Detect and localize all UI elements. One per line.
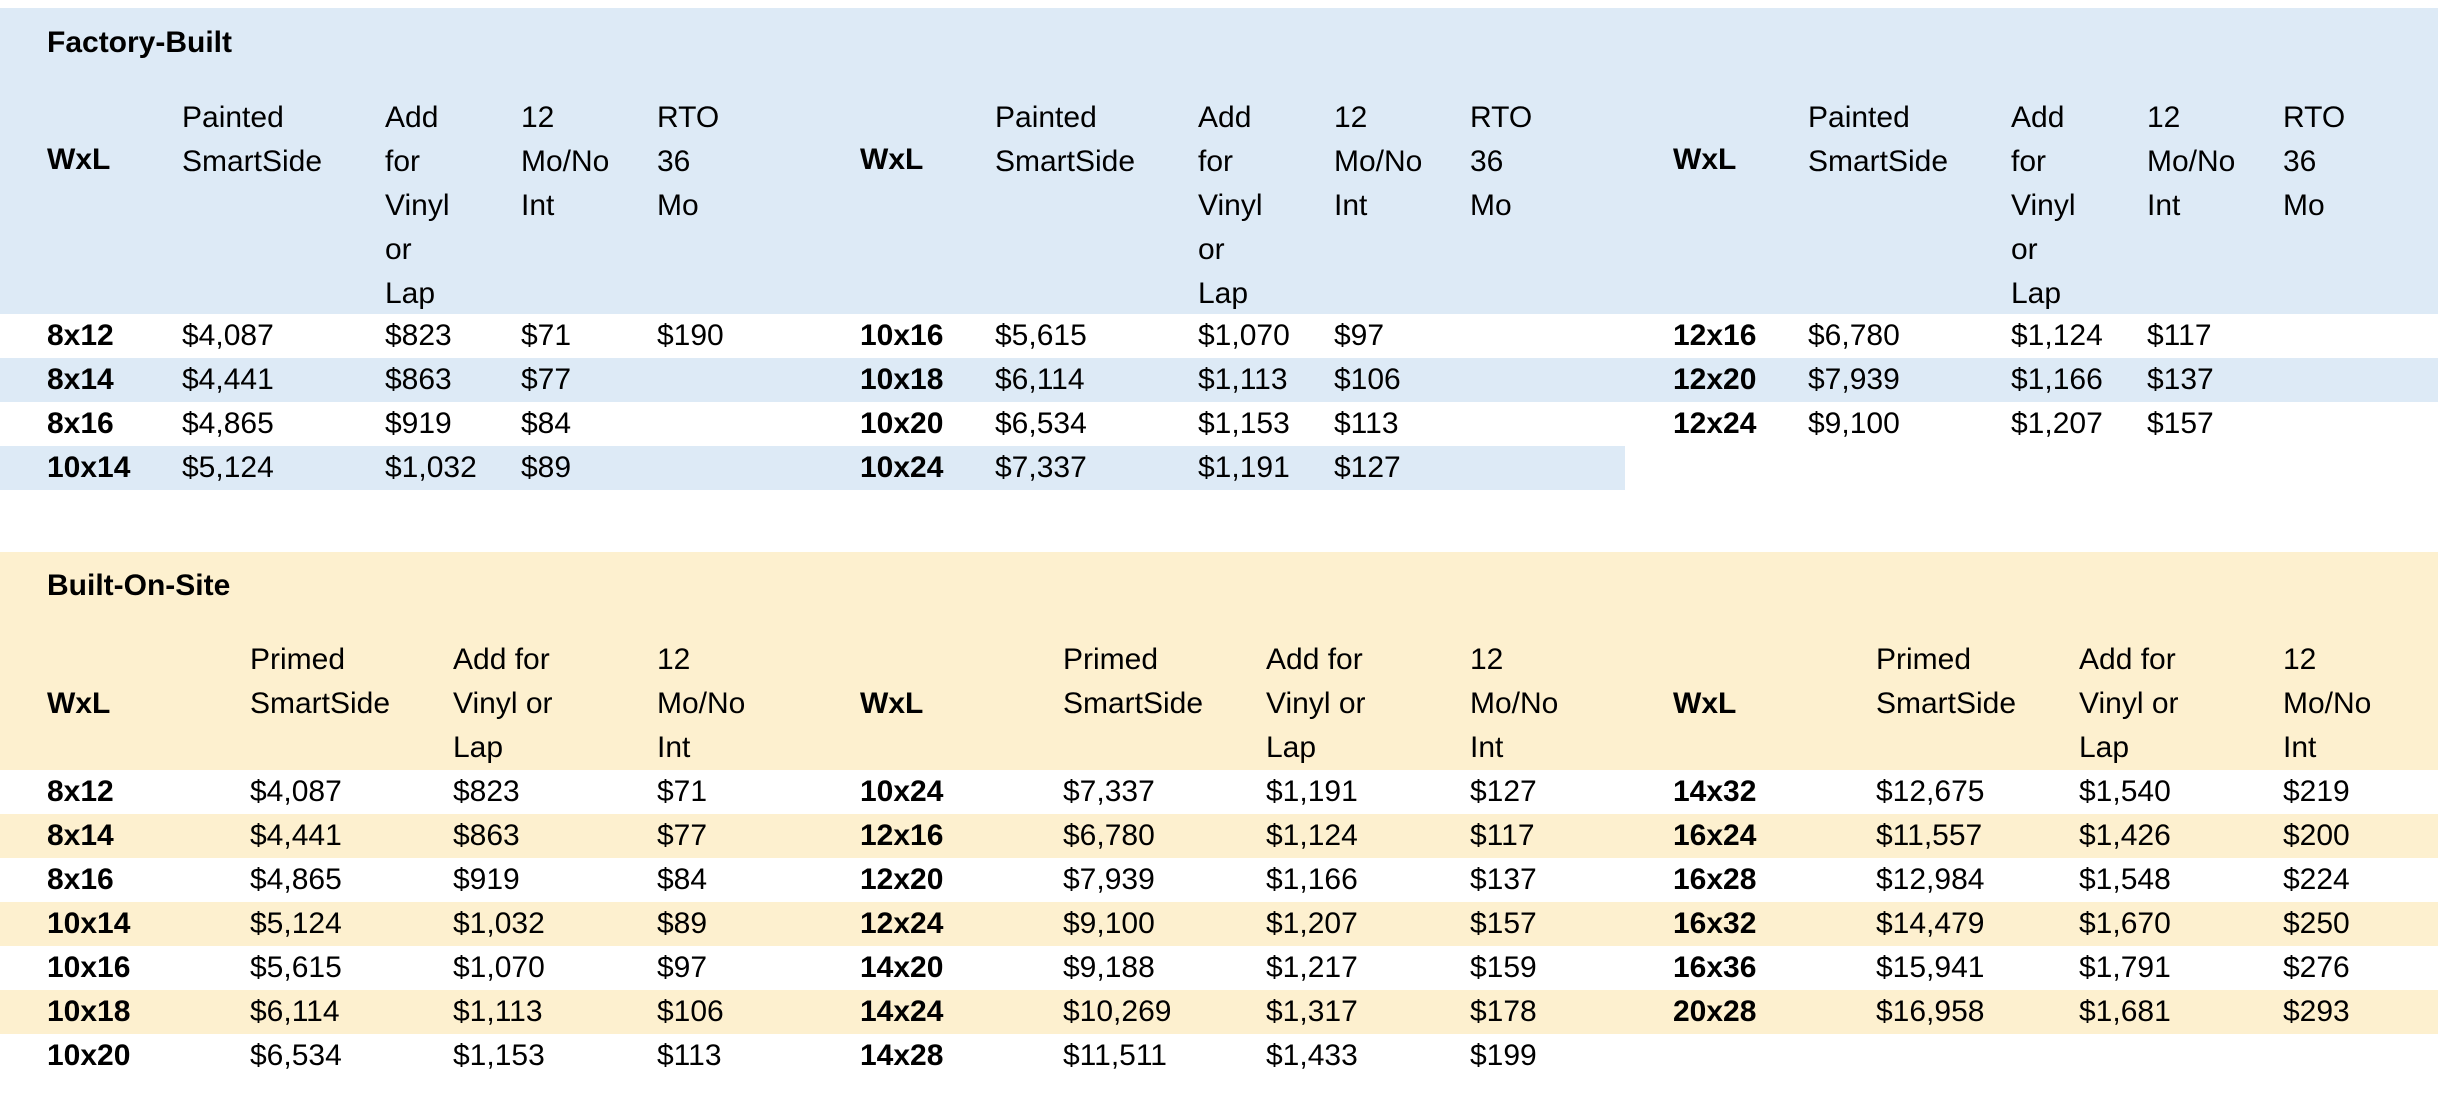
site-row-band [0,902,2438,946]
price-cell: $199 [1470,1039,1537,1072]
size-label: 14x28 [860,1039,944,1072]
site-header-mo12: 12 Mo/No Int [2283,643,2372,764]
price-cell: $1,032 [385,451,477,484]
site-header-primed: Primed SmartSide [250,643,391,720]
price-cell: $11,557 [1876,819,1983,852]
factory-header-wxl: WxL [1673,143,1737,176]
price-cell: $113 [1334,407,1399,440]
price-cell: $1,166 [1266,863,1358,896]
factory-header-rto: RTO 36 Mo [1470,101,1533,222]
size-label: 10x16 [47,951,131,984]
price-cell: $6,114 [995,363,1085,396]
price-cell: $4,087 [182,319,274,352]
price-cell: $1,113 [1198,363,1288,396]
price-cell: $12,984 [1876,863,1985,896]
price-cell: $919 [453,863,520,896]
price-cell: $1,433 [1266,1039,1358,1072]
site-row-band [0,814,2438,858]
price-cell: $12,675 [1876,775,1985,808]
price-cell: $190 [657,319,724,352]
size-label: 8x14 [47,819,114,852]
price-cell: $9,100 [1063,907,1155,940]
price-cell: $1,113 [453,995,543,1028]
price-cell: $4,865 [250,863,342,896]
site-header-primed: Primed SmartSide [1063,643,1204,720]
site-header-primed: Primed SmartSide [1876,643,2017,720]
price-cell: $250 [2283,907,2350,940]
site-header-add: Add for Vinyl or Lap [1266,643,1366,764]
factory-header-painted: Painted SmartSide [995,101,1136,178]
site-header-wxl: WxL [47,687,111,720]
price-cell: $84 [657,863,708,896]
price-cell: $1,207 [1266,907,1358,940]
price-cell: $1,124 [2011,319,2103,352]
price-cell: $137 [2147,363,2214,396]
site-header-wxl: WxL [1673,687,1737,720]
size-label: 10x24 [860,775,944,808]
size-label: 8x16 [47,407,114,440]
price-cell: $137 [1470,863,1537,896]
size-label: 10x14 [47,907,131,940]
size-label: 12x24 [1673,407,1757,440]
factory-header-rto: RTO 36 Mo [2283,101,2346,222]
price-cell: $1,207 [2011,407,2103,440]
factory-section-title: Factory-Built [47,26,233,59]
factory-header-mo12: 12 Mo/No Int [521,101,610,222]
price-cell: $6,780 [1808,319,1900,352]
size-label: 10x20 [47,1039,131,1072]
size-label: 8x16 [47,863,114,896]
price-cell: $7,337 [995,451,1087,484]
price-cell: $106 [657,995,724,1028]
size-label: 12x24 [860,907,944,940]
price-cell: $11,511 [1063,1039,1167,1072]
price-cell: $1,317 [1266,995,1358,1028]
price-cell: $1,070 [453,951,545,984]
price-cell: $1,670 [2079,907,2171,940]
factory-header-rto: RTO 36 Mo [657,101,720,222]
price-cell: $200 [2283,819,2350,852]
price-cell: $97 [657,951,708,984]
price-cell: $1,191 [1266,775,1358,808]
price-cell: $1,540 [2079,775,2171,808]
factory-header-wxl: WxL [860,143,924,176]
price-cell: $6,534 [250,1039,342,1072]
factory-header-mo12: 12 Mo/No Int [1334,101,1423,222]
size-label: 12x20 [860,863,944,896]
size-label: 8x14 [47,363,114,396]
size-label: 10x24 [860,451,944,484]
price-cell: $77 [521,363,572,396]
site-section-title: Built-On-Site [47,569,231,602]
factory-header-add: Add for Vinyl or Lap [1198,101,1263,310]
site-header-mo12: 12 Mo/No Int [1470,643,1559,764]
price-cell: $5,615 [995,319,1087,352]
price-cell: $178 [1470,995,1537,1028]
price-cell: $127 [1334,451,1401,484]
price-cell: $89 [657,907,708,940]
price-cell: $1,032 [453,907,545,940]
price-cell: $1,070 [1198,319,1290,352]
price-cell: $77 [657,819,708,852]
price-cell: $5,124 [182,451,274,484]
price-cell: $1,153 [453,1039,545,1072]
price-cell: $6,534 [995,407,1087,440]
site-header-add: Add for Vinyl or Lap [2079,643,2179,764]
size-label: 10x14 [47,451,131,484]
factory-header-mo12: 12 Mo/No Int [2147,101,2236,222]
site-header-add: Add for Vinyl or Lap [453,643,553,764]
price-cell: $9,100 [1808,407,1900,440]
price-cell: $1,791 [2079,951,2171,984]
factory-header-painted: Painted SmartSide [182,101,323,178]
price-cell: $14,479 [1876,907,1985,940]
price-cell: $823 [453,775,520,808]
price-cell: $89 [521,451,572,484]
site-header-mo12: 12 Mo/No Int [657,643,746,764]
price-cell: $127 [1470,775,1537,808]
price-cell: $1,153 [1198,407,1290,440]
price-cell: $4,441 [182,363,274,396]
size-label: 20x28 [1673,995,1757,1028]
factory-header-wxl: WxL [47,143,111,176]
price-cell: $9,188 [1063,951,1155,984]
price-cell: $10,269 [1063,995,1172,1028]
factory-header-add: Add for Vinyl or Lap [385,101,450,310]
size-label: 16x24 [1673,819,1757,852]
price-cell: $276 [2283,951,2350,984]
price-cell: $1,426 [2079,819,2171,852]
price-cell: $224 [2283,863,2350,896]
price-cell: $823 [385,319,452,352]
price-cell: $16,958 [1876,995,1985,1028]
price-cell: $7,337 [1063,775,1155,808]
price-cell: $71 [521,319,572,352]
size-label: 10x18 [47,995,131,1028]
price-cell: $117 [2147,319,2212,352]
price-cell: $7,939 [1063,863,1155,896]
price-cell: $117 [1470,819,1535,852]
price-cell: $84 [521,407,572,440]
size-label: 10x20 [860,407,944,440]
price-cell: $15,941 [1876,951,1985,984]
price-cell: $863 [385,363,452,396]
size-label: 16x28 [1673,863,1757,896]
price-cell: $113 [657,1039,722,1072]
size-label: 10x18 [860,363,944,396]
price-cell: $4,865 [182,407,274,440]
factory-header-add: Add for Vinyl or Lap [2011,101,2076,310]
size-label: 16x32 [1673,907,1757,940]
price-cell: $1,166 [2011,363,2103,396]
site-row-band [0,990,2438,1034]
price-cell: $1,191 [1198,451,1290,484]
size-label: 10x16 [860,319,944,352]
size-label: 14x24 [860,995,944,1028]
price-cell: $5,124 [250,907,342,940]
size-label: 14x32 [1673,775,1757,808]
size-label: 12x16 [860,819,944,852]
price-cell: $4,087 [250,775,342,808]
price-cell: $6,780 [1063,819,1155,852]
price-cell: $4,441 [250,819,342,852]
price-cell: $1,548 [2079,863,2171,896]
price-cell: $919 [385,407,452,440]
factory-header-painted: Painted SmartSide [1808,101,1949,178]
price-cell: $157 [1470,907,1537,940]
size-label: 16x36 [1673,951,1757,984]
size-label: 14x20 [860,951,944,984]
price-cell: $219 [2283,775,2350,808]
site-header-wxl: WxL [860,687,924,720]
price-cell: $6,114 [250,995,340,1028]
size-label: 8x12 [47,775,114,808]
price-cell: $106 [1334,363,1401,396]
price-cell: $157 [2147,407,2214,440]
size-label: 12x20 [1673,363,1757,396]
price-cell: $7,939 [1808,363,1900,396]
price-cell: $293 [2283,995,2350,1028]
price-cell: $1,217 [1266,951,1358,984]
price-cell: $863 [453,819,520,852]
price-cell: $71 [657,775,708,808]
price-cell: $97 [1334,319,1385,352]
price-cell: $1,124 [1266,819,1358,852]
price-cell: $5,615 [250,951,342,984]
price-cell: $1,681 [2079,995,2171,1028]
size-label: 12x16 [1673,319,1757,352]
price-cell: $159 [1470,951,1537,984]
size-label: 8x12 [47,319,114,352]
